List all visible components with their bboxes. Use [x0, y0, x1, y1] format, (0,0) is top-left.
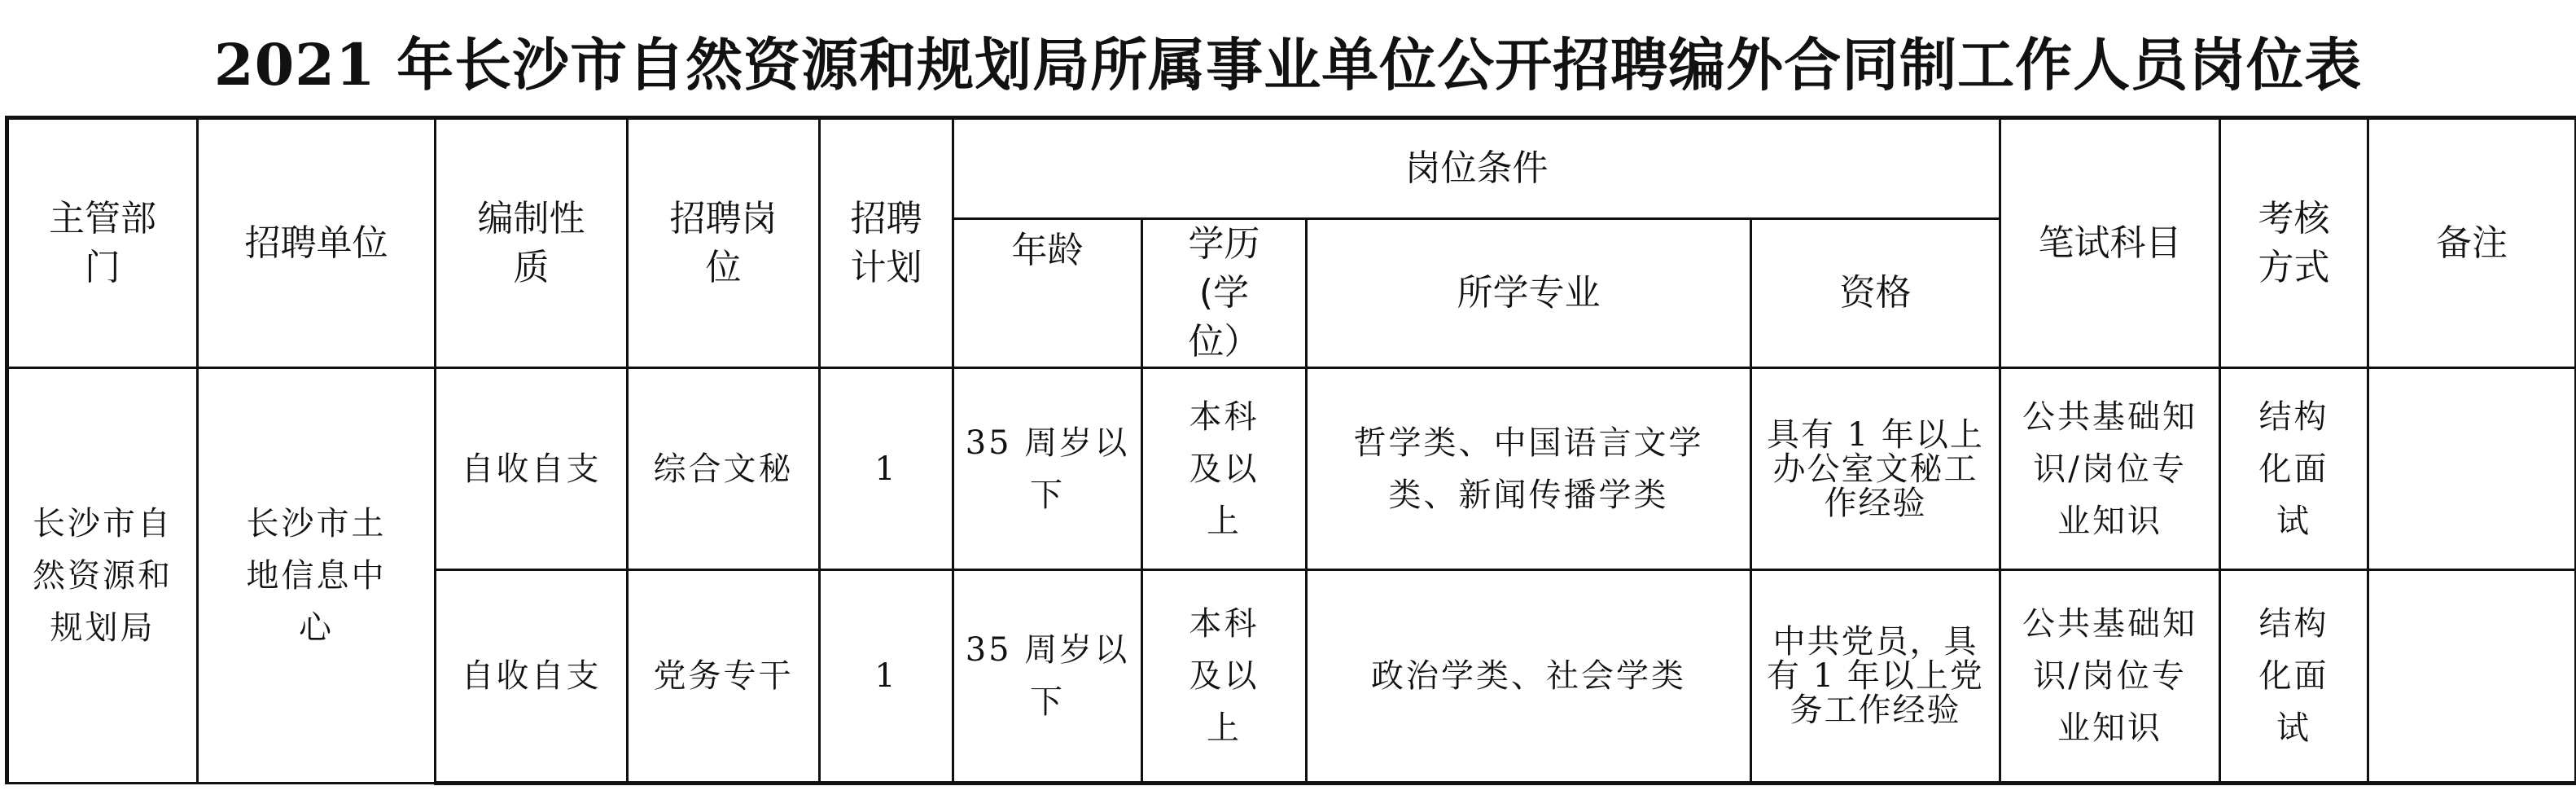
qualification-cell: 中共党员，具有 1 年以上党务工作经验 [1751, 570, 2000, 784]
header-major: 所学专业 [1307, 219, 1751, 368]
plan-cell: 1 [820, 570, 953, 784]
header-conditions: 岗位条件 [953, 118, 2000, 219]
position-cell: 综合文秘 [628, 368, 820, 570]
major-cell: 哲学类、中国语言文学类、新闻传播学类 [1307, 368, 1751, 570]
header-staffing: 编制性质 [436, 118, 628, 368]
header-assessment: 考核方式 [2220, 118, 2368, 368]
education-cell: 本科及以上 [1142, 570, 1307, 784]
education-cell: 本科及以上 [1142, 368, 1307, 570]
header-age: 年龄 [953, 219, 1142, 368]
remarks-cell [2368, 570, 2576, 784]
exam-subject-cell: 公共基础知识/岗位专业知识 [2000, 570, 2220, 784]
page-title: 2021 年长沙市自然资源和规划局所属事业单位公开招聘编外合同制工作人员岗位表 [213, 31, 2363, 99]
header-row-1 [7, 118, 2576, 219]
header-education: 学历(学位） [1142, 219, 1307, 368]
plan-cell: 1 [820, 368, 953, 570]
qualification-cell: 具有 1 年以上办公室文秘工作经验 [1751, 368, 2000, 570]
header-position: 招聘岗位 [628, 118, 820, 368]
header-plan: 招聘计划 [820, 118, 953, 368]
header-qualification: 资格 [1751, 219, 2000, 368]
remarks-cell [2368, 368, 2576, 570]
age-cell: 35 周岁以下 [953, 570, 1142, 784]
unit-cell: 长沙市土地信息中心 [198, 368, 436, 784]
assessment-cell: 结构化面试 [2220, 570, 2368, 784]
table-row [7, 368, 2576, 570]
header-remarks: 备注 [2368, 118, 2576, 368]
major-cell: 政治学类、社会学类 [1307, 570, 1751, 784]
staffing-cell: 自收自支 [436, 570, 628, 784]
header-unit: 招聘单位 [198, 118, 436, 368]
assessment-cell: 结构化面试 [2220, 368, 2368, 570]
header-department: 主管部门 [7, 118, 198, 368]
department-cell: 长沙市自然资源和规划局 [7, 368, 198, 784]
header-exam-subject: 笔试科目 [2000, 118, 2220, 368]
position-cell: 党务专干 [628, 570, 820, 784]
exam-subject-cell: 公共基础知识/岗位专业知识 [2000, 368, 2220, 570]
staffing-cell: 自收自支 [436, 368, 628, 570]
recruitment-table [5, 116, 2576, 785]
age-cell: 35 周岁以下 [953, 368, 1142, 570]
